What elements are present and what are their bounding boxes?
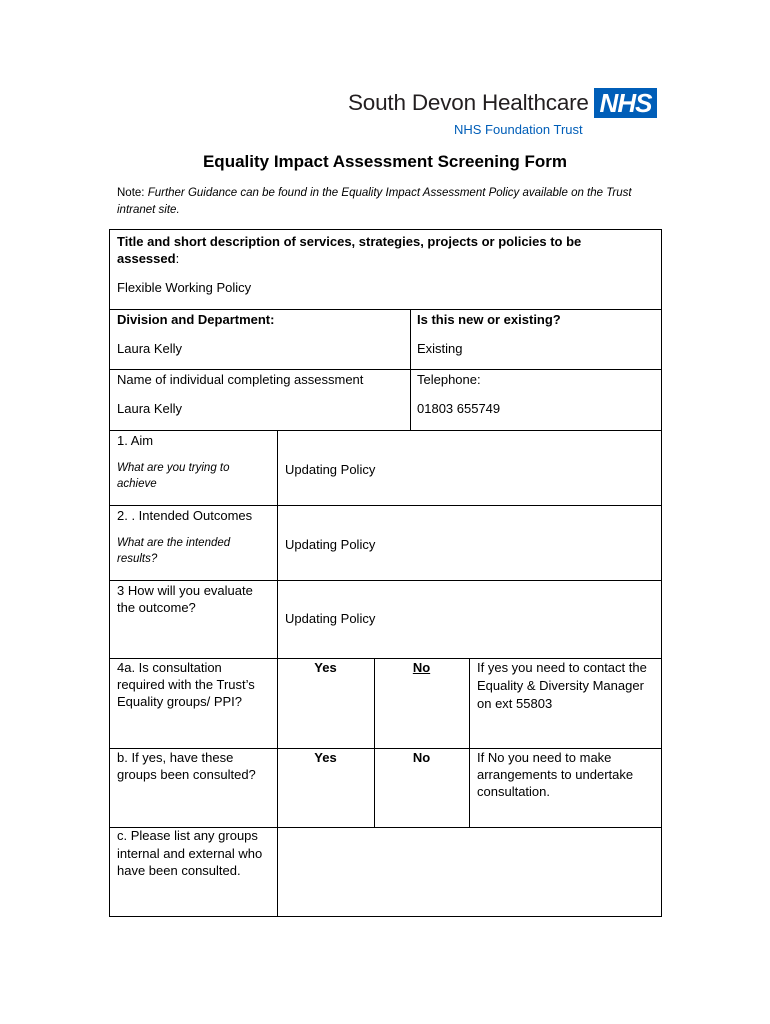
title-description-value: Flexible Working Policy: [117, 280, 252, 295]
q4a-no-text: No: [412, 660, 431, 675]
title-description-label: Title and short description of services, strategies, projects or policies to be assessed:: [117, 234, 582, 266]
q4a-no: [374, 659, 469, 676]
row-divider: [110, 369, 661, 370]
q4c-value: [285, 830, 655, 910]
trust-logo: [348, 86, 658, 138]
aim-value: Updating Policy: [285, 462, 376, 477]
q4a-label: 4a. Is consultation required with the Trust’s Equality groups/ PPI?: [117, 660, 255, 709]
column-divider: [410, 309, 411, 430]
screening-form: [109, 229, 662, 917]
nhs-badge: NHS: [594, 88, 657, 118]
row-divider: [110, 309, 661, 310]
q4c-label: c. Please list any groups internal and external who have been consulted.: [117, 828, 263, 878]
evaluate-label: 3 How will you evaluate the outcome?: [117, 583, 253, 615]
q4b-yes: Yes: [314, 750, 337, 765]
assessor-name-value: Laura Kelly: [117, 401, 183, 416]
guidance-note: [117, 185, 662, 219]
logo-org-name: South Devon Healthcare: [348, 90, 589, 115]
aim-hint: What are you trying to achieve: [117, 462, 230, 490]
division-value: Laura Kelly: [117, 341, 183, 356]
note-text: Further Guidance can be found in the Equality Impact Assessment Policy available on the Trust intranet site.: [117, 187, 632, 216]
column-divider: [469, 658, 470, 827]
new-existing-label: Is this new or existing?: [417, 312, 561, 327]
aim-label: 1. Aim: [117, 433, 154, 448]
new-existing-value: Existing: [417, 341, 463, 356]
note-prefix: Note:: [117, 187, 148, 199]
division-label: Division and Department:: [117, 312, 275, 327]
q4a-yes: Yes: [314, 660, 337, 675]
evaluate-value: Updating Policy: [285, 611, 376, 626]
telephone-label: Telephone:: [417, 372, 481, 387]
q4b-label: b. If yes, have these groups been consulted?: [117, 750, 256, 782]
page-title: Equality Impact Assessment Screening Form: [202, 152, 568, 171]
assessor-name-label: Name of individual completing assessment: [117, 372, 364, 387]
q4b-no: No: [412, 750, 431, 765]
row-divider: [110, 580, 661, 581]
q4a-note: If yes you need to contact the Equality & Diversity Manager on ext 55803: [477, 660, 647, 711]
outcomes-hint: What are the intended results?: [117, 537, 231, 565]
q4b-note: If No you need to make arrangements to undertake consultation.: [477, 750, 634, 799]
telephone-value: 01803 655749: [417, 401, 501, 416]
logo-subtitle: NHS Foundation Trust: [454, 122, 583, 137]
row-divider: [110, 505, 661, 506]
outcomes-value: Updating Policy: [285, 537, 376, 552]
row-divider: [110, 430, 661, 431]
outcomes-label: 2. . Intended Outcomes: [117, 508, 253, 523]
column-divider: [374, 658, 375, 827]
